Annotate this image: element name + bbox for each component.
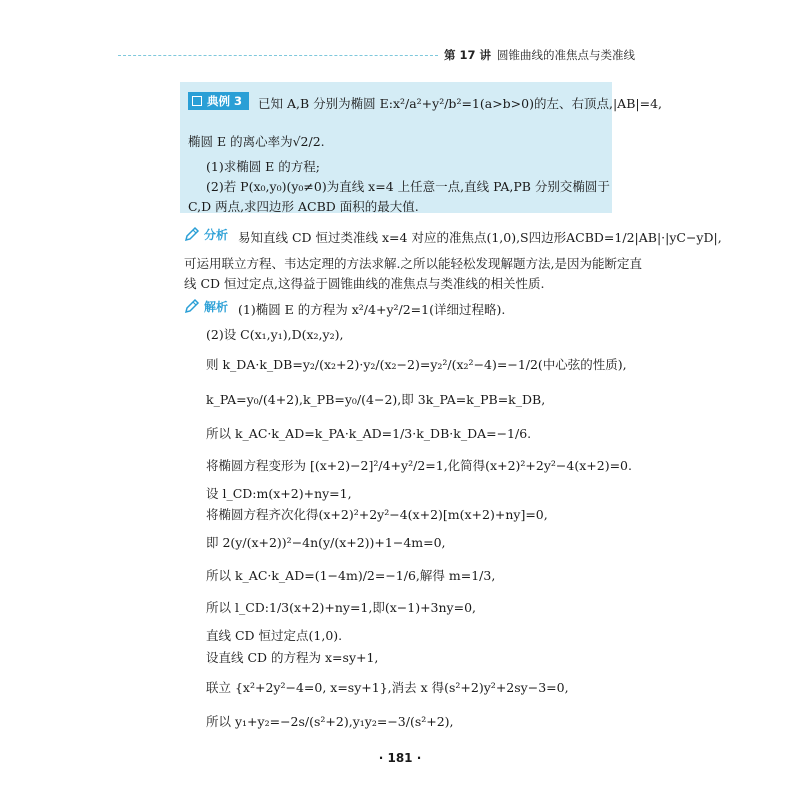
example-label: 典例 3 xyxy=(207,94,243,108)
solution-line: 所以 l_CD:1/3(x+2)+ny=1,即(x−1)+3ny=0, xyxy=(206,600,477,615)
solution-line: k_PA=y₀/(4+2),k_PB=y₀/(4−2),即 3k_PA=k_PB=k_DB, xyxy=(206,392,546,407)
solution-line: 设直线 CD 的方程为 x=sy+1, xyxy=(206,650,379,665)
solution-line: (2)设 C(x₁,y₁),D(x₂,y₂), xyxy=(206,327,344,342)
solution-line: 所以 k_AC·k_AD=(1−4m)/2=−1/6,解得 m=1/3, xyxy=(206,568,496,583)
analysis-tag xyxy=(184,226,228,243)
analysis-line-3: 线 CD 恒过定点,这得益于圆锥曲线的准焦点与类准线的相关性质. xyxy=(184,276,545,291)
chapter-title: 圆锥曲线的准焦点与类准线 xyxy=(497,48,636,62)
lecture-number: 第 17 讲 xyxy=(444,48,492,62)
solution-line: 联立 {x²+2y²−4=0, x=sy+1},消去 x 得(s²+2)y²+2sy−3=0, xyxy=(206,680,569,695)
pencil-icon xyxy=(184,226,200,242)
solution-line: 直线 CD 恒过定点(1,0). xyxy=(206,628,343,643)
solution-line: 即 2(y/(x+2))²−4n(y/(x+2))+1−4m=0, xyxy=(206,535,446,550)
header-rule xyxy=(118,55,438,56)
solution-line: 设 l_CD:m(x+2)+ny=1, xyxy=(206,486,352,501)
analysis-line-1: 易知直线 CD 恒过类准线 x=4 对应的准焦点(1,0),S四边形ACBD=1/2|AB|·|yC−yD|, xyxy=(238,230,722,245)
solution-tag xyxy=(184,298,228,315)
running-header xyxy=(444,45,635,65)
analysis-label: 分析 xyxy=(204,228,229,242)
solution-line: (1)椭圆 E 的方程为 x²/4+y²/2=1(详细过程略). xyxy=(238,302,506,317)
solution-line: 所以 y₁+y₂=−2s/(s²+2),y₁y₂=−3/(s²+2), xyxy=(206,714,454,729)
problem-part-2-line-1: (2)若 P(x₀,y₀)(y₀≠0)为直线 x=4 上任意一点,直线 PA,PB 分别交椭圆于 xyxy=(206,179,610,194)
example-badge xyxy=(188,92,249,110)
solution-line: 所以 k_AC·k_AD=k_PA·k_AD=1/3·k_DB·k_DA=−1/6. xyxy=(206,426,532,441)
solution-label: 解析 xyxy=(204,300,229,314)
solution-line: 将椭圆方程变形为 [(x+2)−2]²/4+y²/2=1,化简得(x+2)²+2y²−4(x+2)=0. xyxy=(206,458,632,473)
pencil-icon xyxy=(184,298,200,314)
problem-line-2: 椭圆 E 的离心率为√2/2. xyxy=(188,134,325,149)
page-number: · 181 · xyxy=(378,751,422,765)
problem-part-1: (1)求椭圆 E 的方程; xyxy=(206,159,320,174)
problem-line-1: 已知 A,B 分别为椭圆 E:x²/a²+y²/b²=1(a>b>0)的左、右顶点,|AB|=4, xyxy=(258,96,662,111)
book-icon xyxy=(192,96,202,106)
analysis-line-2: 可运用联立方程、韦达定理的方法求解.之所以能轻松发现解题方法,是因为能断定直 xyxy=(184,256,642,271)
solution-line: 将椭圆方程齐次化得(x+2)²+2y²−4(x+2)[m(x+2)+ny]=0, xyxy=(206,507,548,522)
solution-line: 则 k_DA·k_DB=y₂/(x₂+2)·y₂/(x₂−2)=y₂²/(x₂²−4)=−1/2(中心弦的性质), xyxy=(206,357,627,372)
problem-part-2-line-2: C,D 两点,求四边形 ACBD 面积的最大值. xyxy=(188,199,419,214)
